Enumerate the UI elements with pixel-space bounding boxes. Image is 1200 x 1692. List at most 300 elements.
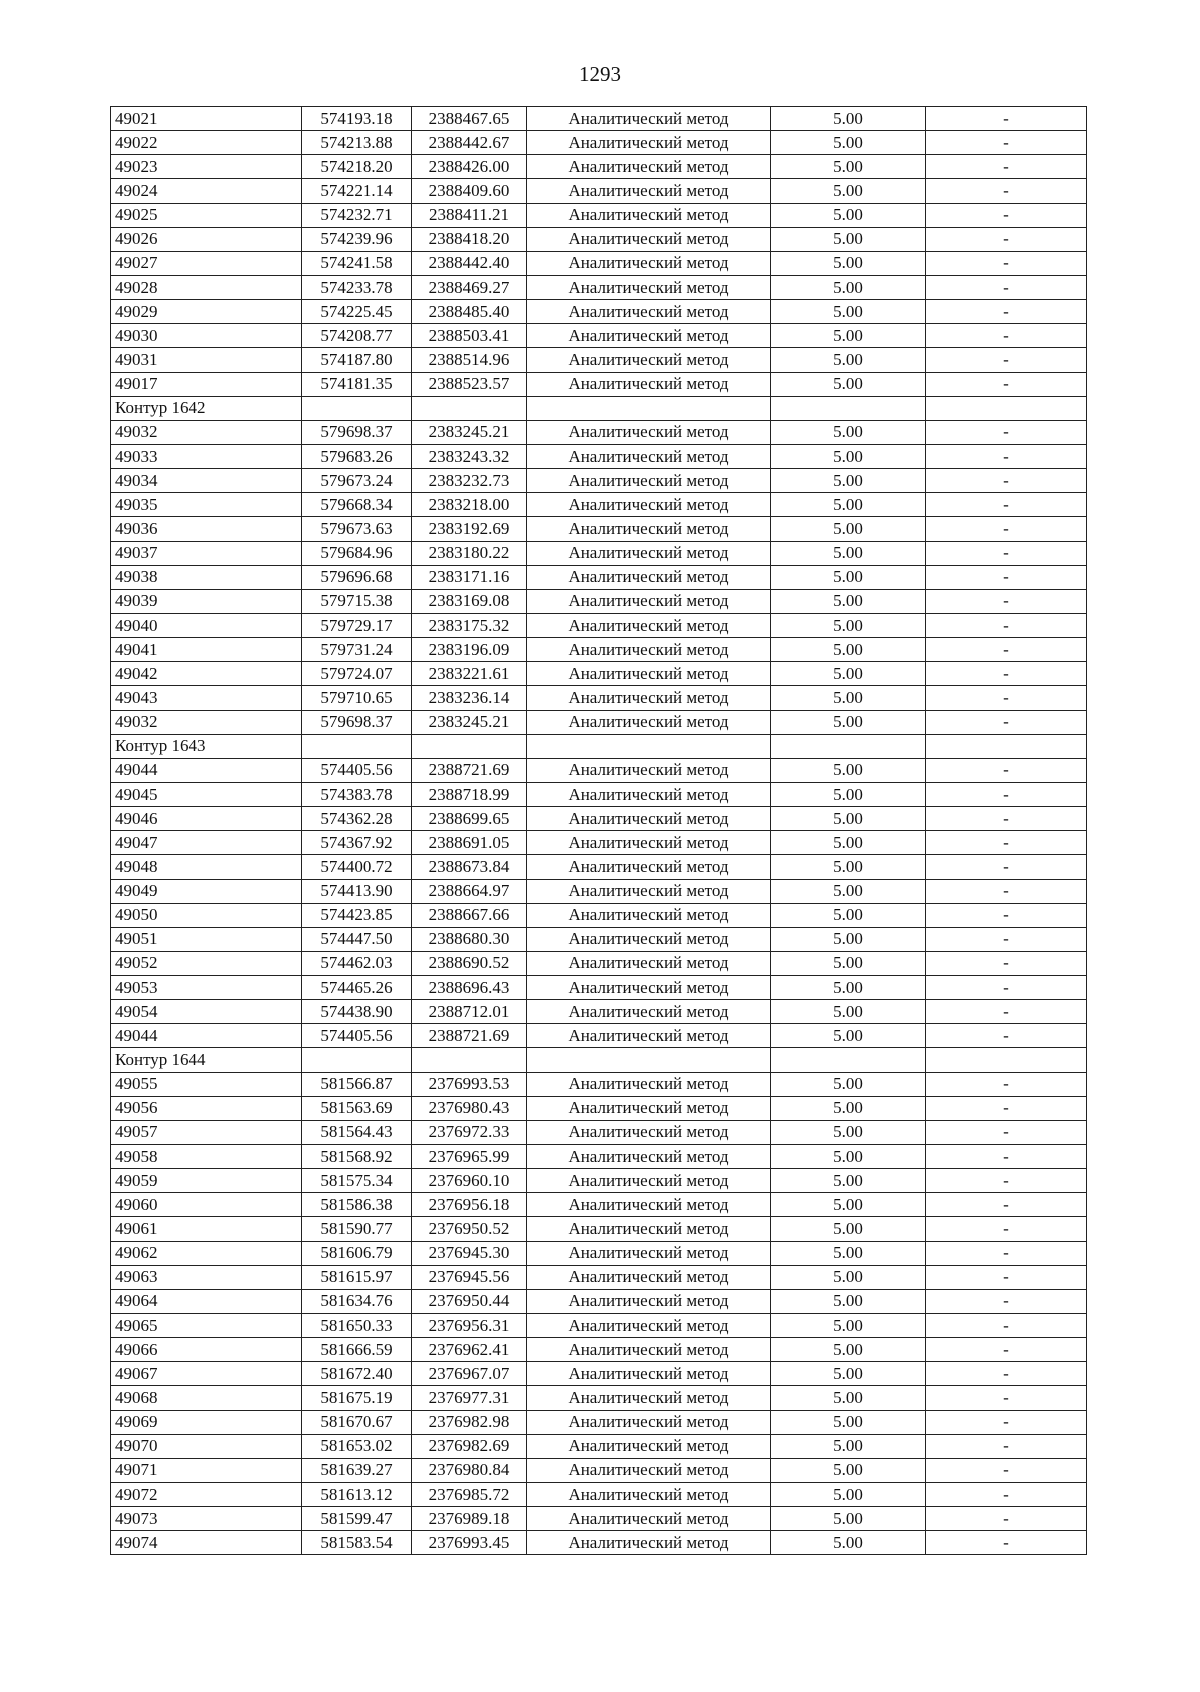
note-cell: -: [926, 927, 1087, 951]
method-cell: Аналитический метод: [527, 782, 771, 806]
empty-cell: [527, 734, 771, 758]
coordinates-table: [110, 106, 1087, 1555]
note-cell: -: [926, 565, 1087, 589]
note-cell: -: [926, 251, 1087, 275]
y-coordinate-cell: 2388523.57: [412, 372, 527, 396]
error-cell: 5.00: [771, 758, 926, 782]
point-id-cell: 49044: [111, 758, 302, 782]
error-cell: 5.00: [771, 807, 926, 831]
point-id-cell: 49017: [111, 372, 302, 396]
method-cell: Аналитический метод: [527, 1169, 771, 1193]
y-coordinate-cell: 2383218.00: [412, 493, 527, 517]
y-coordinate-cell: 2383180.22: [412, 541, 527, 565]
error-cell: 5.00: [771, 179, 926, 203]
empty-cell: [771, 1048, 926, 1072]
x-coordinate-cell: 581615.97: [302, 1265, 412, 1289]
note-cell: -: [926, 879, 1087, 903]
x-coordinate-cell: 581650.33: [302, 1314, 412, 1338]
x-coordinate-cell: 574241.58: [302, 251, 412, 275]
error-cell: 5.00: [771, 1507, 926, 1531]
error-cell: 5.00: [771, 1145, 926, 1169]
error-cell: 5.00: [771, 324, 926, 348]
x-coordinate-cell: 581586.38: [302, 1193, 412, 1217]
table-row: [111, 1434, 1087, 1458]
y-coordinate-cell: 2376980.84: [412, 1458, 527, 1482]
error-cell: 5.00: [771, 1072, 926, 1096]
error-cell: 5.00: [771, 855, 926, 879]
method-cell: Аналитический метод: [527, 1314, 771, 1338]
error-cell: 5.00: [771, 613, 926, 637]
y-coordinate-cell: 2376945.30: [412, 1241, 527, 1265]
point-id-cell: 49070: [111, 1434, 302, 1458]
method-cell: Аналитический метод: [527, 565, 771, 589]
error-cell: 5.00: [771, 107, 926, 131]
error-cell: 5.00: [771, 1458, 926, 1482]
table-row: [111, 613, 1087, 637]
error-cell: 5.00: [771, 517, 926, 541]
table-row: [111, 1193, 1087, 1217]
x-coordinate-cell: 579715.38: [302, 589, 412, 613]
note-cell: -: [926, 1483, 1087, 1507]
y-coordinate-cell: 2388667.66: [412, 903, 527, 927]
point-id-cell: 49057: [111, 1120, 302, 1144]
point-id-cell: 49056: [111, 1096, 302, 1120]
note-cell: -: [926, 324, 1087, 348]
note-cell: -: [926, 203, 1087, 227]
x-coordinate-cell: 579698.37: [302, 420, 412, 444]
y-coordinate-cell: 2388691.05: [412, 831, 527, 855]
y-coordinate-cell: 2383171.16: [412, 565, 527, 589]
method-cell: Аналитический метод: [527, 348, 771, 372]
error-cell: 5.00: [771, 879, 926, 903]
contour-header-row: [111, 396, 1087, 420]
coordinates-table-body: [111, 107, 1087, 1555]
note-cell: -: [926, 420, 1087, 444]
point-id-cell: 49046: [111, 807, 302, 831]
x-coordinate-cell: 574367.92: [302, 831, 412, 855]
point-id-cell: 49035: [111, 493, 302, 517]
note-cell: -: [926, 1217, 1087, 1241]
method-cell: Аналитический метод: [527, 951, 771, 975]
note-cell: -: [926, 807, 1087, 831]
y-coordinate-cell: 2388409.60: [412, 179, 527, 203]
y-coordinate-cell: 2376993.53: [412, 1072, 527, 1096]
x-coordinate-cell: 579696.68: [302, 565, 412, 589]
point-id-cell: 49022: [111, 131, 302, 155]
point-id-cell: 49066: [111, 1338, 302, 1362]
note-cell: -: [926, 1072, 1087, 1096]
point-id-cell: 49053: [111, 976, 302, 1000]
table-row: [111, 1507, 1087, 1531]
x-coordinate-cell: 574213.88: [302, 131, 412, 155]
method-cell: Аналитический метод: [527, 1120, 771, 1144]
y-coordinate-cell: 2383192.69: [412, 517, 527, 541]
method-cell: Аналитический метод: [527, 662, 771, 686]
table-row: [111, 444, 1087, 468]
method-cell: Аналитический метод: [527, 1531, 771, 1555]
table-row: [111, 107, 1087, 131]
error-cell: 5.00: [771, 662, 926, 686]
x-coordinate-cell: 574362.28: [302, 807, 412, 831]
table-row: [111, 976, 1087, 1000]
table-row: [111, 203, 1087, 227]
y-coordinate-cell: 2383245.21: [412, 420, 527, 444]
point-id-cell: 49064: [111, 1289, 302, 1313]
table-row: [111, 1314, 1087, 1338]
error-cell: 5.00: [771, 372, 926, 396]
empty-cell: [412, 1048, 527, 1072]
table-row: [111, 493, 1087, 517]
table-row: [111, 951, 1087, 975]
error-cell: 5.00: [771, 1024, 926, 1048]
table-row: [111, 1024, 1087, 1048]
method-cell: Аналитический метод: [527, 1096, 771, 1120]
note-cell: -: [926, 1338, 1087, 1362]
note-cell: -: [926, 758, 1087, 782]
error-cell: 5.00: [771, 710, 926, 734]
point-id-cell: 49032: [111, 710, 302, 734]
point-id-cell: 49045: [111, 782, 302, 806]
note-cell: -: [926, 1362, 1087, 1386]
x-coordinate-cell: 579673.24: [302, 469, 412, 493]
x-coordinate-cell: 579729.17: [302, 613, 412, 637]
error-cell: 5.00: [771, 1362, 926, 1386]
y-coordinate-cell: 2388664.97: [412, 879, 527, 903]
table-row: [111, 831, 1087, 855]
x-coordinate-cell: 574405.56: [302, 758, 412, 782]
empty-cell: [302, 734, 412, 758]
y-coordinate-cell: 2388418.20: [412, 227, 527, 251]
point-id-cell: 49047: [111, 831, 302, 855]
error-cell: 5.00: [771, 155, 926, 179]
table-row: [111, 1217, 1087, 1241]
empty-cell: [302, 1048, 412, 1072]
table-row: [111, 1289, 1087, 1313]
point-id-cell: 49068: [111, 1386, 302, 1410]
error-cell: 5.00: [771, 1265, 926, 1289]
note-cell: -: [926, 1265, 1087, 1289]
error-cell: 5.00: [771, 541, 926, 565]
error-cell: 5.00: [771, 1193, 926, 1217]
method-cell: Аналитический метод: [527, 1483, 771, 1507]
point-id-cell: 49063: [111, 1265, 302, 1289]
contour-header-row: [111, 1048, 1087, 1072]
point-id-cell: 49073: [111, 1507, 302, 1531]
table-row: [111, 179, 1087, 203]
x-coordinate-cell: 581575.34: [302, 1169, 412, 1193]
error-cell: 5.00: [771, 444, 926, 468]
error-cell: 5.00: [771, 275, 926, 299]
y-coordinate-cell: 2388718.99: [412, 782, 527, 806]
y-coordinate-cell: 2376956.18: [412, 1193, 527, 1217]
note-cell: -: [926, 1410, 1087, 1434]
method-cell: Аналитический метод: [527, 686, 771, 710]
y-coordinate-cell: 2388442.40: [412, 251, 527, 275]
error-cell: 5.00: [771, 1217, 926, 1241]
method-cell: Аналитический метод: [527, 1145, 771, 1169]
method-cell: Аналитический метод: [527, 541, 771, 565]
point-id-cell: 49038: [111, 565, 302, 589]
x-coordinate-cell: 581634.76: [302, 1289, 412, 1313]
x-coordinate-cell: 581670.67: [302, 1410, 412, 1434]
x-coordinate-cell: 581639.27: [302, 1458, 412, 1482]
method-cell: Аналитический метод: [527, 203, 771, 227]
point-id-cell: 49041: [111, 638, 302, 662]
method-cell: Аналитический метод: [527, 372, 771, 396]
y-coordinate-cell: 2388485.40: [412, 300, 527, 324]
method-cell: Аналитический метод: [527, 275, 771, 299]
error-cell: 5.00: [771, 1169, 926, 1193]
table-row: [111, 1145, 1087, 1169]
error-cell: 5.00: [771, 1289, 926, 1313]
note-cell: -: [926, 589, 1087, 613]
x-coordinate-cell: 581653.02: [302, 1434, 412, 1458]
empty-cell: [771, 734, 926, 758]
note-cell: -: [926, 1145, 1087, 1169]
point-id-cell: 49069: [111, 1410, 302, 1434]
note-cell: -: [926, 613, 1087, 637]
method-cell: Аналитический метод: [527, 1265, 771, 1289]
error-cell: 5.00: [771, 1314, 926, 1338]
table-row: [111, 638, 1087, 662]
method-cell: Аналитический метод: [527, 927, 771, 951]
y-coordinate-cell: 2376965.99: [412, 1145, 527, 1169]
x-coordinate-cell: 574193.18: [302, 107, 412, 131]
y-coordinate-cell: 2376993.45: [412, 1531, 527, 1555]
error-cell: 5.00: [771, 976, 926, 1000]
empty-cell: [527, 396, 771, 420]
x-coordinate-cell: 574405.56: [302, 1024, 412, 1048]
y-coordinate-cell: 2376989.18: [412, 1507, 527, 1531]
x-coordinate-cell: 574218.20: [302, 155, 412, 179]
point-id-cell: 49032: [111, 420, 302, 444]
point-id-cell: 49043: [111, 686, 302, 710]
x-coordinate-cell: 581583.54: [302, 1531, 412, 1555]
y-coordinate-cell: 2388699.65: [412, 807, 527, 831]
note-cell: -: [926, 951, 1087, 975]
y-coordinate-cell: 2388426.00: [412, 155, 527, 179]
y-coordinate-cell: 2388673.84: [412, 855, 527, 879]
method-cell: Аналитический метод: [527, 131, 771, 155]
table-row: [111, 517, 1087, 541]
note-cell: -: [926, 855, 1087, 879]
point-id-cell: 49051: [111, 927, 302, 951]
method-cell: Аналитический метод: [527, 324, 771, 348]
x-coordinate-cell: 579668.34: [302, 493, 412, 517]
error-cell: 5.00: [771, 131, 926, 155]
note-cell: -: [926, 686, 1087, 710]
point-id-cell: 49025: [111, 203, 302, 227]
method-cell: Аналитический метод: [527, 251, 771, 275]
table-row: [111, 348, 1087, 372]
method-cell: Аналитический метод: [527, 1241, 771, 1265]
x-coordinate-cell: 574208.77: [302, 324, 412, 348]
y-coordinate-cell: 2376972.33: [412, 1120, 527, 1144]
y-coordinate-cell: 2388690.52: [412, 951, 527, 975]
y-coordinate-cell: 2388442.67: [412, 131, 527, 155]
method-cell: Аналитический метод: [527, 1507, 771, 1531]
table-row: [111, 1386, 1087, 1410]
y-coordinate-cell: 2383243.32: [412, 444, 527, 468]
error-cell: 5.00: [771, 1338, 926, 1362]
table-row: [111, 131, 1087, 155]
point-id-cell: 49074: [111, 1531, 302, 1555]
point-id-cell: 49055: [111, 1072, 302, 1096]
y-coordinate-cell: 2376977.31: [412, 1386, 527, 1410]
method-cell: Аналитический метод: [527, 107, 771, 131]
empty-cell: [412, 396, 527, 420]
x-coordinate-cell: 574187.80: [302, 348, 412, 372]
note-cell: -: [926, 372, 1087, 396]
table-row: [111, 686, 1087, 710]
note-cell: -: [926, 1531, 1087, 1555]
error-cell: 5.00: [771, 1000, 926, 1024]
x-coordinate-cell: 581563.69: [302, 1096, 412, 1120]
x-coordinate-cell: 581566.87: [302, 1072, 412, 1096]
point-id-cell: 49061: [111, 1217, 302, 1241]
x-coordinate-cell: 579710.65: [302, 686, 412, 710]
point-id-cell: 49072: [111, 1483, 302, 1507]
table-row: [111, 1483, 1087, 1507]
error-cell: 5.00: [771, 251, 926, 275]
method-cell: Аналитический метод: [527, 855, 771, 879]
method-cell: Аналитический метод: [527, 613, 771, 637]
error-cell: 5.00: [771, 203, 926, 227]
method-cell: Аналитический метод: [527, 155, 771, 179]
x-coordinate-cell: 574239.96: [302, 227, 412, 251]
point-id-cell: 49044: [111, 1024, 302, 1048]
x-coordinate-cell: 574383.78: [302, 782, 412, 806]
note-cell: -: [926, 1314, 1087, 1338]
y-coordinate-cell: 2388721.69: [412, 1024, 527, 1048]
x-coordinate-cell: 574233.78: [302, 275, 412, 299]
point-id-cell: 49026: [111, 227, 302, 251]
x-coordinate-cell: 581666.59: [302, 1338, 412, 1362]
method-cell: Аналитический метод: [527, 589, 771, 613]
y-coordinate-cell: 2388696.43: [412, 976, 527, 1000]
note-cell: -: [926, 1434, 1087, 1458]
note-cell: -: [926, 710, 1087, 734]
point-id-cell: 49060: [111, 1193, 302, 1217]
table-row: [111, 1120, 1087, 1144]
y-coordinate-cell: 2376945.56: [412, 1265, 527, 1289]
y-coordinate-cell: 2376956.31: [412, 1314, 527, 1338]
table-row: [111, 565, 1087, 589]
note-cell: -: [926, 227, 1087, 251]
point-id-cell: 49037: [111, 541, 302, 565]
method-cell: Аналитический метод: [527, 1024, 771, 1048]
y-coordinate-cell: 2388721.69: [412, 758, 527, 782]
y-coordinate-cell: 2383175.32: [412, 613, 527, 637]
table-row: [111, 879, 1087, 903]
y-coordinate-cell: 2376950.52: [412, 1217, 527, 1241]
point-id-cell: 49027: [111, 251, 302, 275]
contour-header-row: [111, 734, 1087, 758]
table-row: [111, 662, 1087, 686]
y-coordinate-cell: 2383169.08: [412, 589, 527, 613]
error-cell: 5.00: [771, 638, 926, 662]
error-cell: 5.00: [771, 1410, 926, 1434]
table-row: [111, 227, 1087, 251]
method-cell: Аналитический метод: [527, 300, 771, 324]
y-coordinate-cell: 2376960.10: [412, 1169, 527, 1193]
point-id-cell: 49023: [111, 155, 302, 179]
error-cell: 5.00: [771, 420, 926, 444]
error-cell: 5.00: [771, 831, 926, 855]
table-row: [111, 903, 1087, 927]
note-cell: -: [926, 638, 1087, 662]
point-id-cell: 49028: [111, 275, 302, 299]
point-id-cell: 49033: [111, 444, 302, 468]
y-coordinate-cell: 2388411.21: [412, 203, 527, 227]
table-row: [111, 758, 1087, 782]
note-cell: -: [926, 444, 1087, 468]
x-coordinate-cell: 574225.45: [302, 300, 412, 324]
note-cell: -: [926, 469, 1087, 493]
point-id-cell: 49031: [111, 348, 302, 372]
point-id-cell: 49071: [111, 1458, 302, 1482]
point-id-cell: 49024: [111, 179, 302, 203]
note-cell: -: [926, 1386, 1087, 1410]
y-coordinate-cell: 2383196.09: [412, 638, 527, 662]
empty-cell: [771, 396, 926, 420]
x-coordinate-cell: 574181.35: [302, 372, 412, 396]
x-coordinate-cell: 579673.63: [302, 517, 412, 541]
empty-cell: [527, 1048, 771, 1072]
y-coordinate-cell: 2388680.30: [412, 927, 527, 951]
method-cell: Аналитический метод: [527, 1338, 771, 1362]
x-coordinate-cell: 574413.90: [302, 879, 412, 903]
point-id-cell: 49059: [111, 1169, 302, 1193]
error-cell: 5.00: [771, 348, 926, 372]
error-cell: 5.00: [771, 927, 926, 951]
table-row: [111, 1410, 1087, 1434]
method-cell: Аналитический метод: [527, 638, 771, 662]
error-cell: 5.00: [771, 227, 926, 251]
table-row: [111, 855, 1087, 879]
table-row: [111, 782, 1087, 806]
error-cell: 5.00: [771, 1120, 926, 1144]
note-cell: -: [926, 1289, 1087, 1313]
method-cell: Аналитический метод: [527, 1193, 771, 1217]
error-cell: 5.00: [771, 469, 926, 493]
y-coordinate-cell: 2388712.01: [412, 1000, 527, 1024]
method-cell: Аналитический метод: [527, 879, 771, 903]
error-cell: 5.00: [771, 1096, 926, 1120]
x-coordinate-cell: 581568.92: [302, 1145, 412, 1169]
error-cell: 5.00: [771, 686, 926, 710]
note-cell: -: [926, 1096, 1087, 1120]
page-number: 1293: [579, 62, 621, 86]
point-id-cell: 49067: [111, 1362, 302, 1386]
note-cell: -: [926, 1000, 1087, 1024]
error-cell: 5.00: [771, 1531, 926, 1555]
table-row: [111, 710, 1087, 734]
y-coordinate-cell: 2388467.65: [412, 107, 527, 131]
note-cell: -: [926, 831, 1087, 855]
note-cell: -: [926, 107, 1087, 131]
y-coordinate-cell: 2376980.43: [412, 1096, 527, 1120]
x-coordinate-cell: 581599.47: [302, 1507, 412, 1531]
x-coordinate-cell: 581564.43: [302, 1120, 412, 1144]
table-row: [111, 275, 1087, 299]
method-cell: Аналитический метод: [527, 1217, 771, 1241]
method-cell: Аналитический метод: [527, 1434, 771, 1458]
note-cell: -: [926, 131, 1087, 155]
contour-label: Контур 1642: [111, 396, 302, 420]
y-coordinate-cell: 2376982.98: [412, 1410, 527, 1434]
y-coordinate-cell: 2383245.21: [412, 710, 527, 734]
